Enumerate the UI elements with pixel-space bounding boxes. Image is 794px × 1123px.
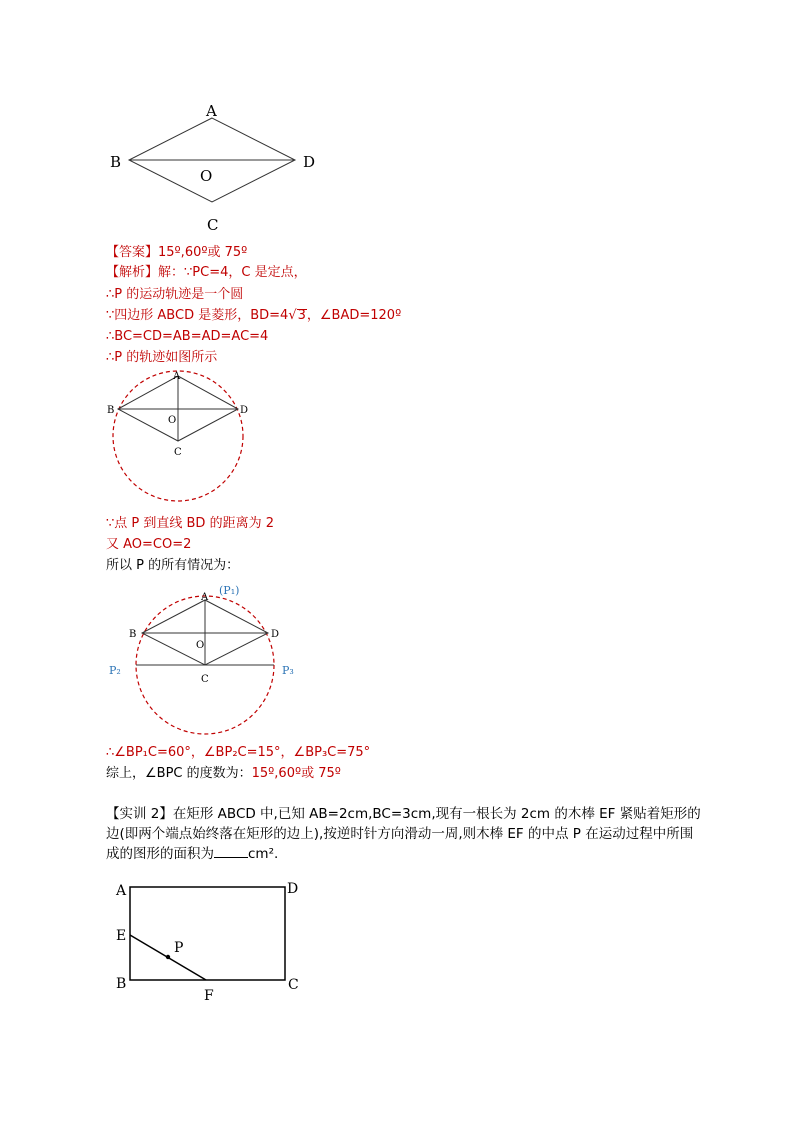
midpoint-p — [166, 955, 170, 959]
answer-tag: 【答案】 — [106, 245, 159, 260]
label-d: D — [271, 629, 280, 640]
label-a: A — [206, 102, 217, 120]
after2-line-1: ∵点 P 到直线 BD 的距离为 2 — [106, 516, 274, 531]
label-p: P — [174, 940, 184, 956]
label-o: O — [196, 640, 205, 651]
analysis-text-3b: ，∠BAD=120º — [306, 308, 402, 323]
circle-figure-2 — [100, 366, 260, 506]
rectangle-abcd — [130, 887, 285, 980]
exercise-text: 在矩形 ABCD 中,已知 AB=2cm,BC=3cm,现有一根长为 2cm 的木棒 EF 紧贴着矩形的边(即两个端点始终落在矩形的边上),按逆时针方向滑动一周,则木棒 EF 的中点 P 在运动过程中所围成的图形的面积为 — [106, 806, 701, 862]
label-d: D — [287, 881, 299, 897]
label-b: B — [110, 153, 122, 171]
label-f: F — [204, 988, 214, 1004]
label-b: B — [116, 976, 127, 992]
label-c: C — [201, 674, 209, 685]
rhombus-figure-1 — [100, 98, 330, 238]
analysis-line-1 — [106, 264, 307, 281]
label-p1: (P₁) — [219, 584, 240, 597]
result-line-2 — [106, 765, 341, 782]
label-d: D — [240, 405, 249, 416]
analysis-line-5: ∴P 的轨迹如图所示 — [106, 350, 218, 365]
after2-line-2: 又 AO=CO=2 — [106, 537, 192, 552]
answer-line — [106, 244, 247, 261]
after2-line-3: 所以 P 的所有情况为： — [106, 558, 240, 573]
result-value: 15º,60º或 75º — [251, 766, 341, 781]
label-b: B — [107, 405, 115, 416]
result-text: 综上，∠BPC 的度数为： — [106, 766, 252, 781]
label-a: A — [173, 371, 181, 382]
analysis-text-1: 解：∵PC=4，C 是定点， — [158, 265, 307, 280]
answer-value: 15º,60º或 75º — [158, 245, 248, 260]
exercise-unit: cm². — [248, 846, 279, 862]
analysis-line-4: ∴BC=CD=AB=AD=AC=4 — [106, 329, 269, 344]
sqrt-radicand: 3 — [297, 308, 306, 323]
analysis-line-2: ∴P 的运动轨迹是一个圆 — [106, 287, 244, 302]
label-a: A — [116, 883, 127, 899]
sqrt-symbol: √ — [288, 308, 297, 323]
label-p3: P₃ — [282, 664, 294, 677]
label-c: C — [174, 447, 182, 458]
exercise-paragraph — [106, 804, 706, 864]
rectangle-figure-4 — [100, 875, 330, 1010]
label-o: O — [200, 167, 213, 185]
label-e: E — [116, 928, 127, 944]
label-o: O — [168, 415, 177, 426]
label-b: B — [129, 629, 137, 640]
result-line-1: ∴∠BP₁C=60°，∠BP₂C=15°，∠BP₃C=75° — [106, 745, 371, 760]
label-c: C — [207, 216, 219, 234]
analysis-tag: 【解析】 — [106, 265, 159, 280]
answer-blank — [214, 845, 248, 858]
label-d: D — [303, 153, 316, 171]
circle-figure-3 — [100, 578, 310, 738]
analysis-text-3a: ∵四边形 ABCD 是菱形，BD=4 — [106, 308, 289, 323]
analysis-line-3 — [106, 307, 401, 324]
label-c: C — [288, 977, 299, 993]
exercise-title: 【实训 2】 — [106, 806, 173, 822]
label-p2: P₂ — [109, 664, 121, 677]
label-a: A — [201, 592, 209, 603]
